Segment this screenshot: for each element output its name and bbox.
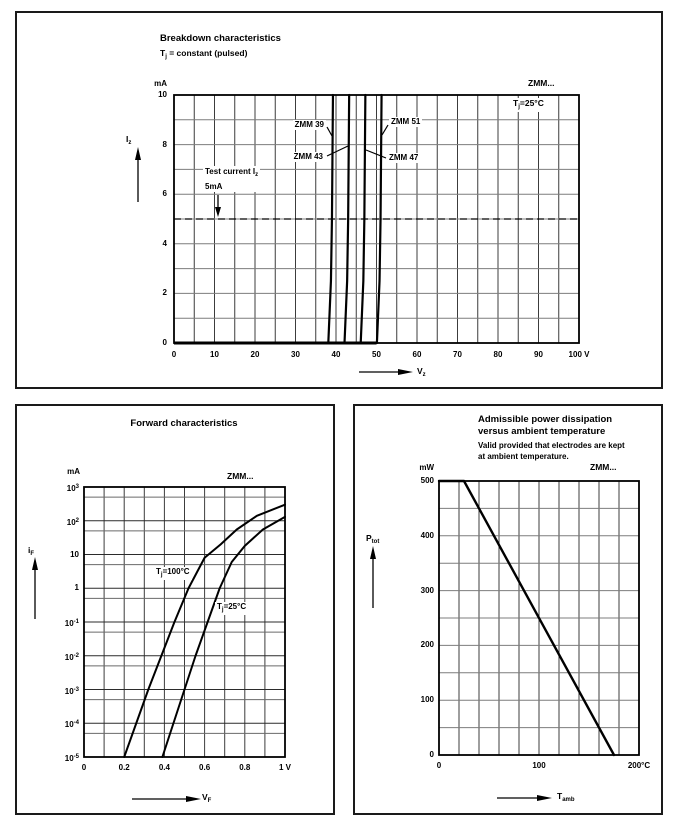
curve-label-sub: j [221, 607, 224, 613]
y-tick-label: 400 [420, 530, 434, 540]
y-axis-label-base: i [28, 545, 31, 555]
curve-label-zmm39: ZMM 39 [294, 120, 324, 129]
chart-subtitle [478, 440, 625, 462]
chart-title [478, 414, 612, 438]
y-tick-label [29, 685, 79, 697]
power-overlay [355, 406, 661, 813]
forward-chart-panel [15, 404, 335, 815]
breakdown-chart-panel [15, 11, 663, 389]
curve-label-zmm43: ZMM 43 [293, 152, 323, 161]
tick-base: 10 [64, 686, 74, 696]
condition-label [511, 98, 546, 112]
chart-subtitle-line1: Valid provided that electrodes are kept [478, 441, 625, 450]
x-axis-label-sub: F [207, 798, 212, 804]
tick-exponent: -1 [73, 619, 79, 625]
x-tick-label: 0.4 [158, 763, 170, 772]
tick-base: 10 [66, 517, 76, 527]
chart-subtitle-line2: at ambient temperature. [478, 452, 569, 461]
x-tick-label: 90 [534, 350, 543, 359]
y-axis-label [366, 533, 379, 547]
curve-label-rest: =100°C [162, 567, 190, 576]
subtitle-sub: j [165, 54, 167, 60]
curve-label-tj25 [215, 602, 248, 615]
subtitle-base: T [160, 48, 166, 58]
condition-sub: j [518, 104, 520, 110]
x-tick-label: 40 [331, 350, 341, 359]
chart-title: Breakdown characteristics [160, 33, 281, 44]
tick-base: 10 [64, 720, 74, 730]
curve-label-zmm47: ZMM 47 [389, 153, 419, 162]
y-axis-label-base: I [126, 134, 129, 144]
tick-exponent: 2 [75, 517, 79, 524]
x-axis-label-base: V [417, 366, 423, 376]
y-tick-label [29, 651, 79, 663]
y-tick-label [29, 617, 79, 629]
curve-label-base: T [156, 567, 161, 576]
note-sub: z [255, 172, 259, 178]
tick-base: 10 [70, 549, 79, 559]
x-axis-label [557, 791, 575, 805]
y-axis-label-sub: z [128, 140, 132, 146]
x-tick-label: 10 [210, 350, 219, 359]
x-tick-label: 0.8 [239, 763, 251, 772]
chart-title-line2: versus ambient temperature [478, 426, 606, 437]
y-tick-label: 300 [420, 585, 434, 595]
chart-title-line1: Admissible power dissipation [478, 414, 613, 425]
y-tick-label: 4 [162, 238, 167, 248]
test-current-note-line2: 5mA [205, 182, 223, 191]
x-axis-label-sub: z [422, 372, 426, 378]
tick-exponent: -4 [73, 720, 79, 727]
tick-exponent: -3 [73, 686, 79, 693]
y-tick-label [29, 718, 79, 730]
x-tick-label: 100 V [568, 350, 590, 359]
y-axis-unit: mA [154, 79, 167, 88]
x-axis-label [202, 792, 211, 806]
test-current-note [203, 166, 260, 192]
forward-overlay [17, 406, 333, 813]
x-tick-label: 20 [250, 350, 260, 359]
x-axis-label [417, 366, 426, 380]
x-tick-label: 200°C [627, 761, 651, 770]
x-tick-label: 60 [412, 350, 422, 359]
x-tick-label: 30 [291, 350, 300, 359]
tick-exponent: -5 [73, 754, 79, 760]
y-axis-label-base: P [366, 533, 372, 543]
y-tick-label: 200 [420, 640, 434, 650]
tick-base: 10 [64, 652, 74, 662]
breakdown-overlay [17, 13, 661, 387]
tick-base: 1 [74, 583, 79, 593]
y-tick-label: 100 [420, 695, 434, 705]
x-tick-label: 0 [81, 763, 87, 772]
x-tick-label: 1 V [278, 763, 292, 772]
y-tick-label: 2 [162, 288, 167, 298]
y-tick-label [29, 482, 79, 494]
y-tick-label: 0 [429, 750, 434, 759]
chart-title: Forward characteristics [130, 418, 238, 429]
x-tick-label: 100 [532, 761, 546, 770]
tick-base: 10 [64, 754, 74, 763]
y-axis-label-sub: tot [371, 539, 380, 545]
curve-label-zmm51: ZMM 51 [391, 117, 421, 126]
subtitle-rest: = constant (pulsed) [166, 48, 248, 58]
y-tick-label: 10 [158, 90, 167, 99]
condition-rest: =25°C [519, 98, 544, 108]
tick-base: 10 [64, 619, 74, 628]
curve-label-base: T [217, 602, 222, 611]
curve-label-tj100 [154, 567, 192, 580]
curve-label-sub: j [160, 572, 163, 578]
y-tick-label [29, 516, 79, 528]
tick-base: 10 [66, 484, 76, 493]
curve-label-rest: =25°C [223, 602, 247, 611]
x-tick-label: 80 [493, 350, 503, 359]
chart-subtitle [160, 48, 247, 62]
y-tick-label: 6 [162, 189, 167, 199]
y-axis-unit: mW [419, 463, 434, 472]
model-label: ZMM... [227, 471, 254, 481]
x-tick-label: 0 [171, 350, 177, 359]
y-tick-label: 0 [162, 338, 167, 347]
x-tick-label: 0 [436, 761, 442, 770]
model-label: ZMM... [590, 462, 617, 472]
x-tick-label: 0.6 [199, 763, 211, 772]
tick-exponent: 3 [75, 484, 79, 490]
x-axis-label-sub: amb [562, 797, 575, 803]
x-tick-label: 50 [372, 350, 381, 359]
y-axis-label-sub: F [30, 551, 35, 557]
x-tick-label: 70 [453, 350, 462, 359]
y-tick-label [29, 550, 79, 560]
x-axis-label-base: V [202, 792, 208, 802]
y-tick-label: 8 [162, 139, 167, 149]
power-chart-panel [353, 404, 663, 815]
condition-base: T [513, 98, 519, 108]
x-axis-label-base: T [557, 791, 563, 801]
note-base: Test current I [205, 167, 256, 176]
tick-exponent: -2 [73, 652, 79, 659]
y-tick-label [29, 583, 79, 593]
model-label: ZMM... [528, 78, 555, 88]
test-current-note-line1 [205, 166, 258, 181]
x-tick-label: 0.2 [118, 763, 130, 772]
y-tick-label [29, 752, 79, 764]
y-axis-unit: mA [67, 467, 80, 476]
y-tick-label: 500 [420, 476, 434, 485]
